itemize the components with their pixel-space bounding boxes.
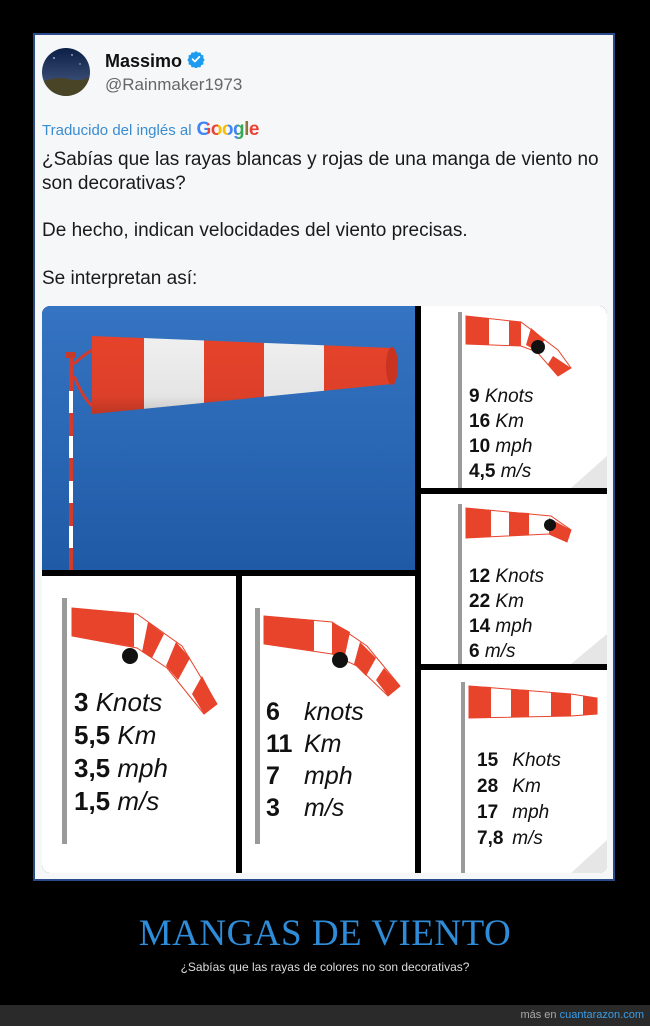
unit-knots: Knots xyxy=(95,687,163,717)
speed-mph: 3,5 xyxy=(74,753,111,783)
speed-knots: 6 xyxy=(266,698,280,726)
unit-km: Km xyxy=(495,591,524,612)
footer-prefix: más en xyxy=(520,1009,557,1021)
page-subtitle: ¿Sabías que las rayas de colores no son decorativas? xyxy=(180,960,470,974)
tweet-text-paragraph-3: Se interpretan así: xyxy=(42,268,198,289)
tweet-text-paragraph-2: De hecho, indican velocidades del viento precisas. xyxy=(42,220,468,241)
speed-kmh: 5,5 xyxy=(74,720,111,750)
verified-badge-icon xyxy=(187,50,205,73)
speed-ms: 3 xyxy=(266,794,280,822)
translation-label: Traducido del inglés al xyxy=(42,122,192,139)
windsock-infographic[interactable] xyxy=(42,306,607,873)
unit-ms: m/s xyxy=(484,641,516,662)
panel-15-knots xyxy=(421,670,607,873)
specs-15-knots xyxy=(477,748,561,852)
speed-ms: 7,8 xyxy=(477,828,504,849)
specs-12-knots xyxy=(469,564,544,664)
speed-ms: 1,5 xyxy=(74,786,111,816)
footer-bar xyxy=(0,1005,650,1026)
speed-mph: 17 xyxy=(477,802,499,823)
unit-ms: m/s xyxy=(512,828,543,849)
panel-3-knots xyxy=(42,576,236,873)
speed-kmh: 11 xyxy=(266,730,293,758)
author-handle[interactable]: @Rainmaker1973 xyxy=(105,75,243,94)
unit-mph: mph xyxy=(304,762,353,790)
panel-12-knots xyxy=(421,494,607,664)
speed-ms: 4,5 xyxy=(469,461,496,482)
translation-notice[interactable] xyxy=(42,119,259,141)
speed-mph: 14 xyxy=(469,616,491,637)
unit-mph: mph xyxy=(512,802,550,823)
windsock-photo xyxy=(42,306,415,570)
speed-knots: 9 xyxy=(469,386,480,407)
unit-knots: knots xyxy=(304,698,364,726)
specs-6-knots xyxy=(266,696,364,824)
author-name[interactable]: Massimo xyxy=(105,51,183,71)
avatar[interactable] xyxy=(42,48,90,96)
author-name-row[interactable] xyxy=(105,50,205,73)
specs-3-knots xyxy=(74,686,168,818)
speed-kmh: 22 xyxy=(469,591,491,612)
panel-9-knots xyxy=(421,306,607,488)
tweet-card xyxy=(33,33,615,881)
panel-6-knots xyxy=(242,576,415,873)
tweet-text-paragraph-1: ¿Sabías que las rayas blancas y rojas de una manga de viento no son decorativas? xyxy=(42,149,599,194)
speed-knots: 15 xyxy=(477,750,499,771)
unit-knots: Knots xyxy=(495,566,545,587)
speed-kmh: 16 xyxy=(469,411,491,432)
unit-ms: m/s xyxy=(500,461,532,482)
unit-km: Km xyxy=(495,411,524,432)
google-logo: Google xyxy=(196,119,259,140)
speed-mph: 7 xyxy=(266,762,280,790)
footer-site-link[interactable]: cuantarazon.com xyxy=(559,1009,644,1021)
unit-mph: mph xyxy=(117,753,168,783)
footer-text xyxy=(520,1009,644,1021)
unit-knots: Khots xyxy=(512,750,561,771)
speed-mph: 10 xyxy=(469,436,491,457)
unit-km: Km xyxy=(512,776,541,797)
unit-km: Km xyxy=(117,720,157,750)
speed-ms: 6 xyxy=(469,641,480,662)
unit-mph: mph xyxy=(495,616,533,637)
speed-knots: 3 xyxy=(74,687,89,717)
specs-9-knots xyxy=(469,384,533,484)
unit-km: Km xyxy=(304,730,342,758)
unit-ms: m/s xyxy=(304,794,345,822)
speed-knots: 12 xyxy=(469,566,491,587)
unit-mph: mph xyxy=(495,436,533,457)
page-title[interactable]: MANGAS DE VIENTO xyxy=(138,913,512,954)
speed-kmh: 28 xyxy=(477,776,499,797)
unit-ms: m/s xyxy=(117,786,160,816)
unit-knots: Knots xyxy=(484,386,534,407)
